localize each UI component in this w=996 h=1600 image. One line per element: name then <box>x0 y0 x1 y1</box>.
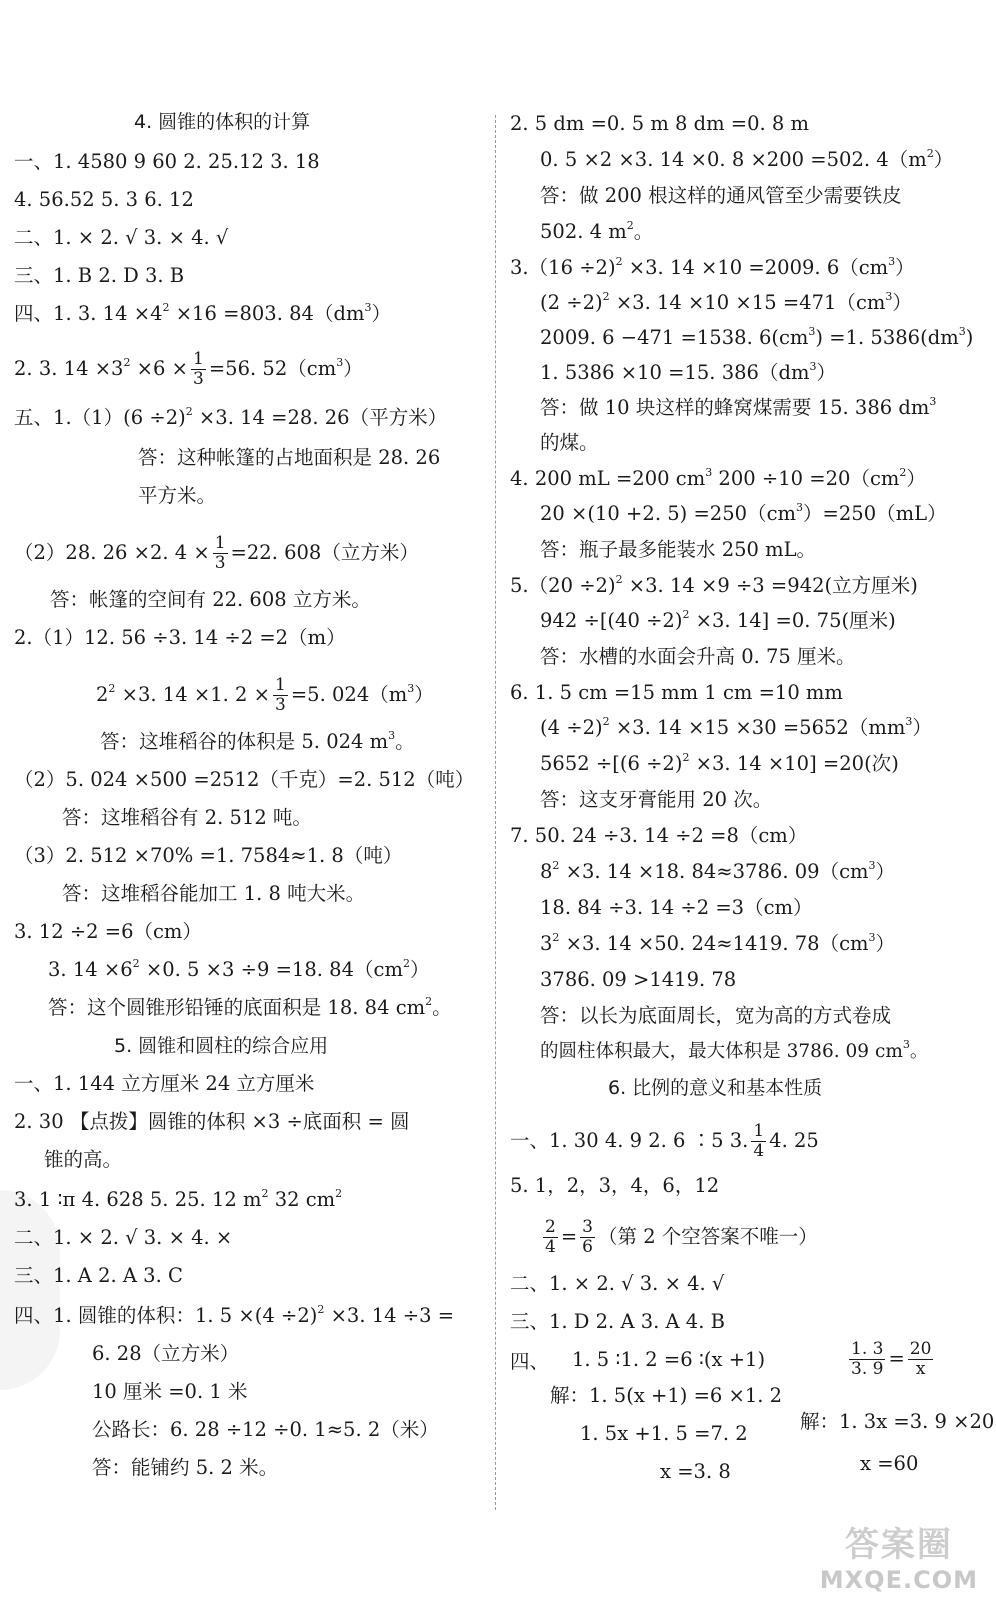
fraction <box>580 1218 595 1257</box>
numerator: 1 <box>214 533 226 553</box>
s5-line-9: 10 厘米 =0. 1 米 <box>92 1380 248 1403</box>
s4-line-19: 3. 12 ÷2 =6（cm） <box>14 920 202 943</box>
s4c-line-27: 的圆柱体积最大，最大体积是 3786. 09 $cm^3$。 <box>540 1038 929 1062</box>
s4c-line-14: 5.（20 ÷2)$^2$ ×3. 14 ×9 ÷3 =942(立方厘米) <box>510 573 918 597</box>
s6-line-3 <box>540 1218 818 1257</box>
s4-line-5: 四、1. 3. $14 \times 4^2 \times 16 =803$. $84(dm^3)$ <box>14 301 391 325</box>
eq1-line-1: 1. 5 ∶1. 2 =6 ∶(x +1) <box>572 1348 766 1371</box>
fraction <box>273 676 288 715</box>
denominator: 3 <box>192 369 204 389</box>
numerator: 1. 3 <box>851 1339 884 1359</box>
s4-line-20: 3. $14 \times 6^2 \times 0$. 5 ×3 ÷9 =18. $84(cm^2)$ <box>48 957 430 981</box>
s4c-line-26: 答：以长为底面周长，宽为高的方式卷成 <box>540 1004 892 1027</box>
s6-line-1-a: 一、1. 30 4. 9 2. 6 ∶5 3. <box>510 1129 749 1152</box>
s4-line-16: 答：这堆稻谷有 2. 512 吨。 <box>62 806 312 829</box>
s4-line-18: 答：这堆稻谷能加工 1. 8 吨大米。 <box>62 882 366 905</box>
numerator: 2 <box>545 1217 556 1237</box>
watermark-logo: 答案圈 <box>844 1525 953 1565</box>
s4-line-13-b: =5. $024(m^3)$ <box>290 682 434 706</box>
s4-line-6-b: =56. $52(cm^3)$ <box>208 356 363 380</box>
s5-line-3: 锥的高。 <box>44 1148 123 1171</box>
watermark <box>820 1517 978 1594</box>
denominator: 6 <box>582 1237 593 1257</box>
denominator: 3 <box>274 695 286 715</box>
s4-line-13 <box>96 676 434 715</box>
s4c-line-4: 502. 4 $m^2$。 <box>540 219 654 243</box>
s4c-line-11: 4. 200 mL =200 $cm^3$ $200 \div 10 =20(cm^2)$ <box>510 466 926 490</box>
s6-line-5: 三、1. D 2. A 3. A 4. B <box>510 1310 725 1333</box>
s4-line-15: （2）5. 024 ×500 =2512（千克）=2. 512（吨） <box>14 768 475 791</box>
s4c-line-12: 20 ×(10 +2. $5) =250(cm^3)=250(mL)$ <box>540 501 947 525</box>
s4-line-1: 一、1. 4580 9 60 2. 25.12 3. 18 <box>14 150 320 173</box>
numerator: 1 <box>753 1121 765 1141</box>
s6-line-3-b: （第 2 个空答案不唯一） <box>598 1225 818 1248</box>
s5-line-6: 三、1. A 2. A 3. C <box>14 1264 183 1287</box>
s4-line-7: 五、$1.(1)(6 \div 2)^2 \times 3$. 14 =28. 26（平方米） <box>14 405 448 429</box>
s4c-line-18: $(4 \div 2)^2 \times 3$. $14 \times 15 \times 30 =5652(mm^3)$ <box>540 715 932 739</box>
eq1-line-3: 1. 5x +1. 5 =7. 2 <box>580 1422 748 1445</box>
denominator: 4 <box>753 1141 765 1161</box>
watermark-url: MXQE.COM <box>819 1566 978 1594</box>
s4-line-14: 答：这堆稻谷的体积是 5. 024 $m^3$。 <box>100 729 415 753</box>
s6-line-2: 5. 1，2，3，4，6，12 <box>510 1174 720 1197</box>
fraction <box>543 1218 558 1257</box>
s4c-line-17: 6. 1. 5 cm =15 mm 1 cm =10 mm <box>510 681 843 704</box>
eq2-line-3: x =60 <box>860 1452 919 1475</box>
s4c-line-15: $942 \div[(40 \div 2)^2 \times 3$. 14] =0. 75(厘米) <box>540 608 896 632</box>
section-5-title: 5. 圆锥和圆柱的综合应用 <box>114 1035 329 1057</box>
s4c-line-24: $3^2 \times 3$. 14 ×50. 24≈1419. $78(cm^3)$ <box>540 931 896 955</box>
s4-line-10-a: （2）28. 26 ×2. 4 × <box>14 541 210 564</box>
s4c-line-21: 7. 50. 24 ÷3. 14 ÷2 =8（cm） <box>510 824 808 847</box>
fraction <box>213 534 228 573</box>
s4c-line-1: 2. 5 dm =0. 5 m 8 dm =0. 8 m <box>510 112 810 135</box>
equals-sign: = <box>560 1225 578 1248</box>
s4c-line-23: 18. 84 ÷3. 14 ÷2 =3（cm） <box>540 896 813 919</box>
s5-line-11: 答：能铺约 5. 2 米。 <box>92 1456 279 1479</box>
s4-line-6-a: 2. 3. $14 \times 3^2 \times 6$ × <box>14 356 188 380</box>
s4c-line-25: 3786. 09 >1419. 78 <box>540 968 737 991</box>
fraction <box>908 1340 934 1379</box>
s4-line-11: 答：帐篷的空间有 22. 608 立方米。 <box>50 588 371 611</box>
s4c-line-19: $5652 \div[(6 \div 2)^2 \times 3$. 14 ×10] =20(次) <box>540 751 899 775</box>
s4c-line-13: 答：瓶子最多能装水 250 mL。 <box>540 538 817 561</box>
s6-line-4: 二、1. × 2. √ 3. × 4. √ <box>510 1272 725 1295</box>
column-divider <box>495 115 496 1510</box>
equals-sign: = <box>888 1347 905 1370</box>
s4-line-13-a: $2^2 \times 3$. 14 ×1. 2 × <box>96 682 270 706</box>
eq2-line-2: 解：1. 3x =3. 9 ×20 <box>800 1410 995 1433</box>
eq1-line-2: 解：1. 5(x +1) =6 ×1. 2 <box>550 1384 783 1407</box>
s4-line-10 <box>14 534 419 573</box>
s4c-line-5: 3.（16 ÷2)$^2$ ×3. 14 ×10 =2009. $6(cm^3)$ <box>510 255 915 279</box>
s6-line-1-b: 4. 25 <box>769 1129 819 1152</box>
s4-line-8: 答：这种帐篷的占地面积是 28. 26 <box>138 446 441 469</box>
fraction <box>849 1340 885 1379</box>
s5-line-8: 6. 28（立方米） <box>92 1342 240 1365</box>
s5-line-1: 一、1. 144 立方厘米 24 立方厘米 <box>14 1072 315 1095</box>
s4-line-9: 平方米。 <box>138 484 217 507</box>
s4-line-10-b: =22. 608（立方米） <box>230 541 419 564</box>
s4c-line-16: 答：水槽的水面会升高 0. 75 厘米。 <box>540 645 856 668</box>
faded-stamp <box>0 1190 60 1390</box>
s4-line-12: 2.（1）12. 56 ÷3. 14 ÷2 =2（m） <box>14 626 346 649</box>
s4c-line-22: $8^2 \times 3$. 14 ×18. 84≈3786. $09(cm^3)$ <box>540 859 896 883</box>
s4-line-6 <box>14 350 363 389</box>
eq1-line-4: x =3. 8 <box>660 1460 731 1483</box>
s4c-line-20: 答：这支牙膏能用 20 次。 <box>540 788 773 811</box>
s4c-line-2: 0. 5 ×2 ×3. 14 ×0. 8 ×200 =502. $4(m^2)$ <box>540 147 954 171</box>
fraction <box>191 350 206 389</box>
numerator: 1 <box>274 675 286 695</box>
s4c-line-8: 1. 5386 ×10 =15. $386(dm^3)$ <box>540 360 836 384</box>
s5-line-2: 2. 30 【点拨】圆锥的体积 ×3 ÷底面积 = 圆 <box>14 1110 410 1133</box>
section-6-title: 6. 比例的意义和基本性质 <box>608 1077 823 1099</box>
s4-line-17: （3）2. 512 ×70% =1. 7584≈1. 8（吨） <box>14 844 403 867</box>
numerator: 1 <box>192 349 204 369</box>
s6-line-1 <box>510 1122 819 1161</box>
denominator: 4 <box>545 1237 556 1257</box>
denominator: x <box>915 1359 926 1379</box>
s6-line-6: 四、 <box>510 1350 550 1373</box>
numerator: 20 <box>909 1339 932 1359</box>
s4c-line-7: 2009. 6 −471 =1538. $6(cm^3) =1$. $5386(dm^3)$ <box>540 325 974 349</box>
s5-line-5: 二、1. × 2. √ 3. × 4. × <box>14 1226 233 1249</box>
section-4-title: 4. 圆锥的体积的计算 <box>134 111 311 133</box>
s4c-line-6: $(2 \div 2)^2 \times 3$. $14 \times 10 \times 15 =471(cm^3)$ <box>540 290 912 314</box>
s5-line-4: 3. 1 ∶π 4. 628 5. 25. 12 $m^2$ 32 $cm^2$ <box>14 1187 343 1211</box>
numerator: 3 <box>582 1217 593 1237</box>
s4c-line-10: 的煤。 <box>540 431 599 454</box>
s5-line-7: 四、1. 圆锥的体积：1. $5 \times(4 \div 2)^2 \times 3$. 14 ÷3 = <box>14 1303 455 1327</box>
s4-line-4: 三、1. B 2. D 3. B <box>14 264 185 287</box>
fraction <box>751 1122 766 1161</box>
eq2-line-1 <box>846 1340 936 1379</box>
s4c-line-3: 答：做 200 根这样的通风管至少需要铁皮 <box>540 184 902 207</box>
s4-line-3: 二、1. × 2. √ 3. × 4. √ <box>14 226 229 249</box>
denominator: 3. 9 <box>851 1359 884 1379</box>
s4c-line-9: 答：做 10 块这样的蜂窝煤需要 15. 386 $dm^3$ <box>540 395 937 419</box>
denominator: 3 <box>214 553 226 573</box>
s4-line-2: 4. 56.52 5. 3 6. 12 <box>14 188 194 211</box>
s5-line-10: 公路长：6. 28 ÷12 ÷0. 1≈5. 2（米） <box>92 1418 439 1441</box>
s4-line-21: 答：这个圆锥形铅锤的底面积是 18. 84 $cm^2$。 <box>48 995 452 1019</box>
